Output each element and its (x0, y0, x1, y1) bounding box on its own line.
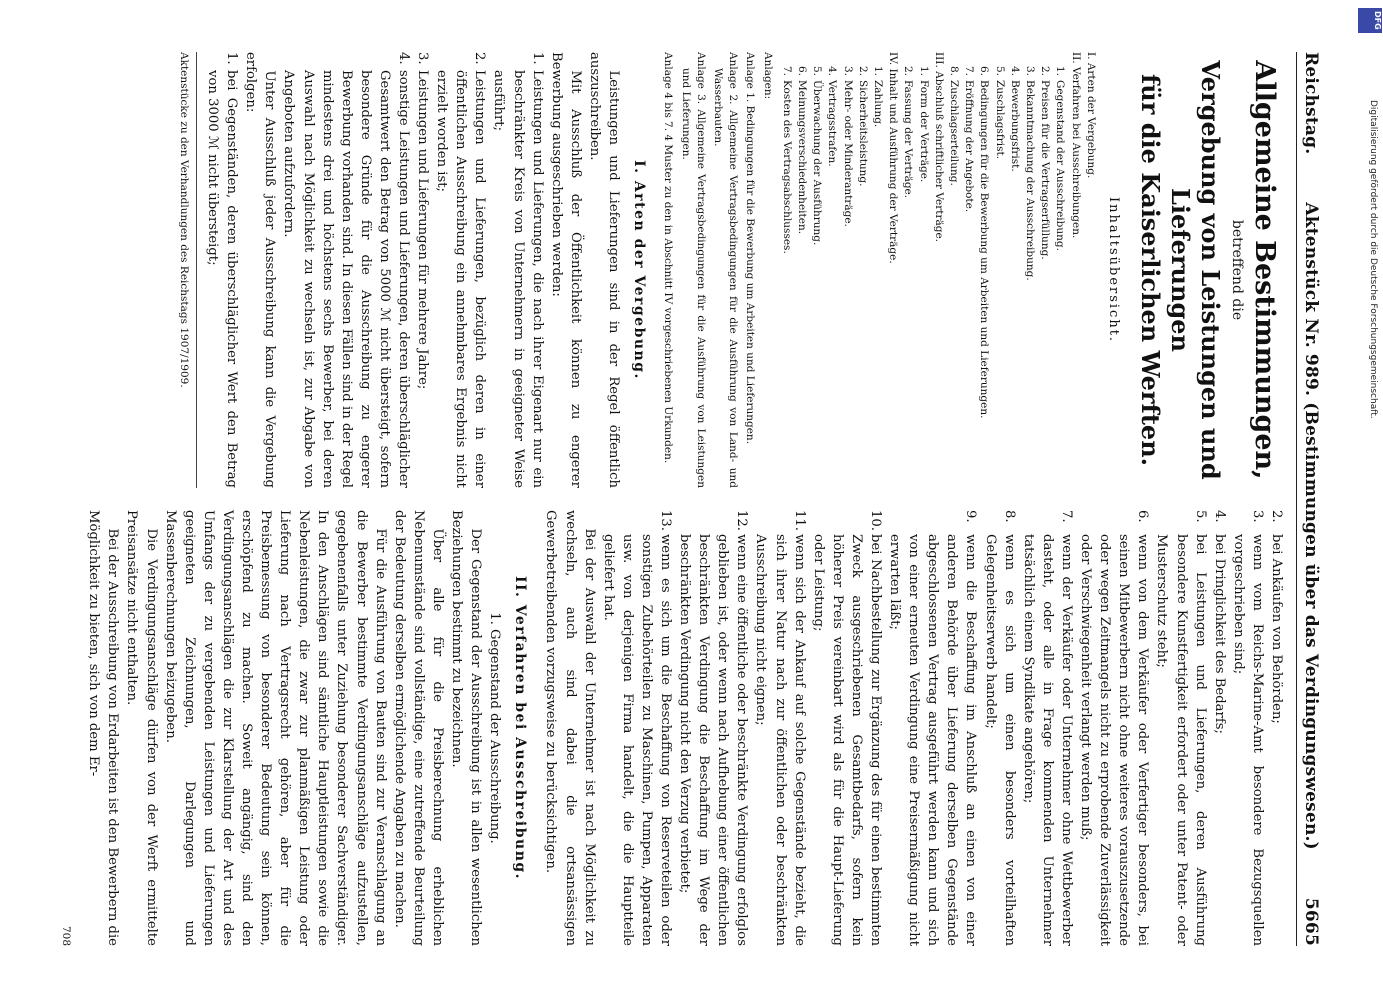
toc-entry (976, 52, 991, 488)
toc-entry-text: Vertragsstrafen. (826, 80, 839, 167)
list-item-number: 4. (1211, 510, 1227, 523)
digitization-note: Digitalisierung gefördert durch die Deutsche Forschungsgemeinschaft. (1368, 100, 1378, 419)
list-item-text: wenn sich der Ankauf auf solche Gegenstände bezieht, die sich ihrer Natur nach zur öffentlichen oder beschränkten Ausschreibung nicht eignen; (753, 534, 807, 946)
section-II-para-5: Bei der Ausschreibung von Erdarbeiten ist den Bewerbern die Möglichkeit zu bieten, sich von dem Er- (86, 510, 121, 946)
list-item-number: 3. (1249, 510, 1265, 523)
list-item (885, 510, 980, 946)
list-item-text: bei Gegenständen, deren überschläglicher Wert den Betrag von 3000 ℳ nicht übersteigt; (205, 70, 240, 488)
section-I-para-2: Mit Ausschluß der Öffentlichkeit können zu engerer Bewerbung ausgeschrieben werden: (548, 52, 583, 488)
signature-number: 708 (60, 925, 73, 946)
toc-entry-number: 6. (978, 66, 991, 77)
annex-entry: Anlage 2. Allgemeine Vertragsbedingungen für die Ausführung von Land- und Wasserbauten. (711, 52, 740, 488)
toc-entry-number: 4. (1008, 66, 1021, 77)
title-connector: betreffend die (1229, 219, 1245, 321)
toc-entry-number: 5. (811, 66, 824, 77)
toc-entry-text: Zuschlagsfrist. (993, 80, 1006, 160)
toc-entry (931, 52, 946, 488)
list-item-text: wenn eine öffentliche oder beschränkte Verdingung erfolglos geblieben ist, oder wenn nach Aufhebung einer öffentlichen beschränkten Verdingung die Beschaffung im Wege der beschränkten Verdingung nicht den Verzug verbietet; (677, 534, 750, 946)
page-number: 5665 (1301, 897, 1321, 946)
toc-entry-number: 1. (871, 66, 884, 77)
list-item-number: 5. (1192, 510, 1208, 523)
toc-entry-text: Zahlung. (871, 80, 884, 128)
list-item (1210, 510, 1229, 946)
toc-entry-number: 2. (902, 66, 915, 77)
closing-paragraph: Bei der Auswahl der Unternehmer ist nach Möglichkeit zu wechseln, auch sind dabei die ortsansässigen Gewerbetreibenden vorzugsweise zu berücksichtigen. (543, 510, 597, 946)
list-item-number: 10. (868, 510, 884, 531)
toc-entry-number: 4. (826, 66, 839, 77)
list-item-text: wenn der Verkäufer oder Unternehmer ohne Wettbewerber dasteht, oder alle in Frage kommenden Unternehmer tatsächlich einem Syndikate angehören; (1020, 534, 1074, 946)
toc-entry (794, 52, 809, 488)
footnote (174, 52, 197, 488)
list-item-text: Leistungen und Lieferungen für mehrere Jahre; (415, 70, 431, 390)
toc-entry-text: Gegenstand der Ausschreibung. (1054, 80, 1067, 251)
toc-entry (809, 52, 824, 488)
list-item (1019, 510, 1076, 946)
running-head (1296, 52, 1321, 946)
dfg-stamp: DFG (1358, 8, 1382, 33)
toc-entry (1083, 52, 1098, 488)
toc-entry-text: Eröffnung der Angebote. (963, 80, 976, 213)
list-item-number: 1. (529, 52, 545, 65)
section-I-list-2 (203, 52, 241, 488)
toc-entry-text: II. Verfahren bei Ausschreibungen. (1069, 52, 1082, 239)
table-of-contents (779, 52, 1098, 488)
list-item (1267, 510, 1286, 946)
section-I-list (279, 52, 546, 488)
toc-entry-text: I. Arten der Vergebung. (1084, 52, 1097, 179)
list-item-number: 2. (472, 52, 488, 65)
list-item-number: 7. (1058, 510, 1074, 523)
list-item-number: 11. (791, 510, 807, 531)
toc-entry-text: III. Abschluß schriftlicher Verträge. (932, 52, 945, 242)
list-item (489, 52, 546, 488)
toc-entry (1022, 52, 1037, 488)
list-item-text: bei Leistungen und Lieferungen, deren Ausführung besondere Kunstfertigkeit erfordert oder unter Patent- oder Musterschutz steht; (1154, 534, 1208, 946)
toc-entry-text: Bewerbungsfrist. (1008, 80, 1021, 172)
list-item (1076, 510, 1152, 946)
list-item (1152, 510, 1209, 946)
section-I-intro: Leistungen und Lieferungen sind in der Regel öffentlich auszuschreiben. (586, 52, 622, 488)
toc-entry-text: Zuschlagserteilung. (947, 80, 960, 186)
running-head-center: Aktenstück Nr. 989. (Bestimmungen über das Verdingungswesen.) (1301, 202, 1321, 850)
list-item-number: 4. (396, 52, 411, 65)
running-head-left: Reichstag. (1301, 52, 1321, 155)
annexes-label: Anlagen: (761, 52, 774, 100)
annex-entry: Anlage 3. Allgemeine Vertragsbedingungen für die Ausführung von Leistungen und Lieferungen. (679, 52, 707, 488)
section-II-para-2: Über alle für die Preisberechnung erheblichen Nebenumstände sind vollständige, eine zutreffende Beurteilung der Bedeutung derselben ermöglichende Angaben zu machen. (391, 510, 445, 946)
toc-entry (900, 52, 915, 488)
list-item (279, 52, 413, 488)
list-item-text: wenn die Beschaffung im Anschluß an einen von einer anderen Behörde über Lieferung derselben Gegenstände abgeschlossenen Vertrag ausgeführt werden kann und sich von einer erneuten Verdingung eine Preisermäßigung nicht erwarten läßt; (887, 534, 979, 946)
toc-entry-number: 2. (856, 66, 869, 77)
toc-entry-text: IV. Inhalt und Ausführung der Verträge. (887, 52, 900, 264)
section-II-para-1: Der Gegenstand der Ausschreibung ist in allen wesentlichen Beziehungen bestimmt zu bezeichnen. (449, 510, 484, 946)
toc-entry (991, 52, 1006, 488)
right-column (56, 510, 1286, 946)
list-item (751, 510, 808, 946)
title-line-1: Vergebung von Leistungen und Lieferungen (1165, 60, 1225, 480)
toc-entry-number: 6. (795, 66, 808, 77)
section-I-para-3: Unter Ausschluß jeder Ausschreibung kann die Vergebung erfolgen: (243, 52, 278, 488)
toc-entry (1052, 52, 1067, 488)
list-item-text: Leistungen und Lieferungen, die nach ihrer Eigenart nur ein beschränkter Kreis von Unternehmern in geeigneter Weise ausführt; (491, 70, 545, 488)
list-item-text: wenn vom Reichs-Marine-Amt besondere Bezugsquellen vorgeschrieben sind; (1230, 534, 1265, 946)
list-item (981, 510, 1019, 946)
toc-entry (1067, 52, 1082, 488)
document-title: Allgemeine Bestimmungen, (1249, 60, 1280, 480)
list-item-text: sonstige Leistungen und Lieferungen, deren überschläglicher Gesamtwert den Betrag von 5000 ℳ nicht übersteigt, sofern besondere Gründe für die Ausschreibung zu engerer Bewerbung vorhanden sind. In diesen Fällen sind in der Regel mindestens drei und höchstens sechs Bewerber, bei deren Auswahl nach Möglichkeit zu wechseln ist, zur Abgabe von Angeboten aufzufordern. (281, 70, 411, 488)
section-I-heading: I. Arten der Vergebung. (631, 160, 648, 380)
list-item (432, 52, 489, 488)
list-item-number: 6. (1135, 510, 1151, 523)
list-item (599, 510, 675, 946)
toc-entry-number: 3. (841, 66, 854, 77)
toc-entry (946, 52, 961, 488)
toc-entry (870, 52, 885, 488)
toc-entry (855, 52, 870, 488)
toc-entry-text: Überwachung der Ausführung. (811, 80, 824, 246)
toc-entry-text: Mehr- oder Minderanträge. (841, 80, 854, 227)
list-item-text: wenn es sich um die Beschaffung von Reserveteilen oder sonstigen Zubehörteilen zu Maschinen, Pumpen, Apparaten usw. von derjenigen Firma handelt, die die Hauptteile geliefert hat. (600, 534, 673, 946)
list-item (675, 510, 751, 946)
toc-entry-number: 7. (963, 66, 976, 77)
toc-entry-text: Preisen für die Vertragserfüllung. (1039, 80, 1052, 260)
list-item-number: 3. (415, 52, 431, 65)
toc-entry-text: Fassung der Verträge. (902, 80, 915, 199)
list-item (809, 510, 885, 946)
toc-entry (961, 52, 976, 488)
section-II-para-4: Die Verdingungsanschläge dürfen von der Werft ermittelte Preisansätze nicht enthalten. (124, 510, 159, 946)
list-item (203, 52, 241, 488)
toc-entry (824, 52, 839, 488)
toc-entry (885, 52, 900, 488)
toc-entry-number: 7. (780, 66, 793, 77)
toc-entry-number: 1. (1054, 66, 1067, 77)
toc-entry-text: Bedingungen für die Bewerbung um Arbeiten und Lieferungen. (978, 80, 991, 419)
toc-entry-text: Meinungsverschiedenheiten. (795, 80, 808, 235)
toc-entry-text: Sicherheitsleistung. (856, 80, 869, 187)
exception-list (599, 510, 1286, 946)
page-signature (56, 510, 78, 946)
list-item-number: 12. (734, 510, 750, 531)
toc-entry-text: Bekanntmachung der Ausschreibung. (1024, 80, 1036, 281)
toc-entry-number: 2. (1039, 66, 1052, 77)
left-column (56, 52, 1286, 488)
list-item (1229, 510, 1267, 946)
footnote-text: Aktenstücke zu den Verhandlungen des Reichstags 1907/1909. (177, 52, 190, 388)
toc-entry (915, 52, 930, 488)
toc-entry (839, 52, 854, 488)
toc-entry-number: 8. (947, 66, 960, 77)
list-item-number: 9. (963, 510, 979, 523)
list-item (413, 52, 432, 488)
toc-entry-number: 3. (1024, 66, 1036, 77)
annex-entry: Anlage 4 bis 7. 4 Muster zu den in Abschnitt IV vorgeschriebenen Urkunden. (662, 52, 675, 464)
toc-entry (1037, 52, 1052, 488)
list-item-number: 2. (1269, 510, 1284, 523)
list-item-text: wenn es sich um einen besonders vorteilhaften Gelegenheitserwerb handelt; (982, 534, 1017, 946)
section-II-heading: II. Verfahren bei Ausschreibung. (512, 575, 529, 881)
list-item-text: bei Dringlichkeit des Bedarfs; (1211, 534, 1227, 734)
list-item-number: 8. (1001, 510, 1017, 523)
toc-entry-number: 1. (917, 66, 930, 77)
dfg-logo (1368, 8, 1382, 38)
title-line-2: für die Kaiserlichen Werften. (1135, 73, 1165, 466)
toc-heading: Inhaltsübersicht. (1105, 196, 1121, 344)
toc-entry (779, 52, 794, 488)
list-item-number: 13. (658, 510, 673, 531)
toc-entry-text: Kosten des Vertragsabschlusses. (780, 80, 793, 254)
subsection-1-heading: 1. Gegenstand der Ausschreibung. (487, 612, 503, 844)
toc-entry-number: 5. (993, 66, 1006, 77)
annex-entry: Anlage 1. Bedingungen für die Bewerbung um Arbeiten und Lieferungen. (744, 52, 757, 445)
list-item-number: 1. (224, 52, 240, 65)
list-item-text: bei Ankäufen von Behörden; (1269, 534, 1284, 724)
section-II-para-3: Für die Ausführung von Bauten sind zur Veranschlagung an die Bewerber bestimmte Verdingungsanschläge aufzustellen, gegebenenfalls unter Zuziehung besonderer Sachverständiger. In den Anschlägen sind sämtliche Hauptleistungen sowie die Nebenleistungen, die zwar zur planmäßigen Leistung oder Lieferung nach Vertragsrecht gehören, aber für die Preisbemessung von besonderer Bedeutung sein können, erschöpfend zu machen. Soweit angängig, sind den Verdingungsanschlägen die zur Klarstellung der Art und des Umfangs der zu vergebenden Leistungen und Lieferungen geeigneten Zeichnungen, Darlegungen und Massenberechnungen beizugeben. (162, 510, 388, 946)
toc-entry-text: Form der Verträge. (917, 80, 930, 183)
list-item-text: Leistungen und Lieferungen, bezüglich deren in einer öffentlichen Ausschreibung ein annehmbares Ergebnis nicht erzielt worden ist; (434, 70, 488, 488)
list-item-text: bei Nachbestellung zur Ergänzung des für einen bestimmten Zweck ausgeschriebenen Gesamtbedarfs, sofern kein höherer Preis vereinbart wird als für die Haupt-Lieferung oder Leistung; (810, 534, 884, 946)
toc-entry (1007, 52, 1022, 488)
annexes-list (660, 52, 757, 488)
list-item-text: wenn von dem Verkäufer oder Verfertiger besonders, bei seinen Mitbewerbern nicht ohne weiteres vorauszusetzende oder wegen Zeitmangels nicht zu erprobende Zuverlässigkeit oder Verschwiegenheit verlangt werden muß; (1078, 534, 1151, 946)
